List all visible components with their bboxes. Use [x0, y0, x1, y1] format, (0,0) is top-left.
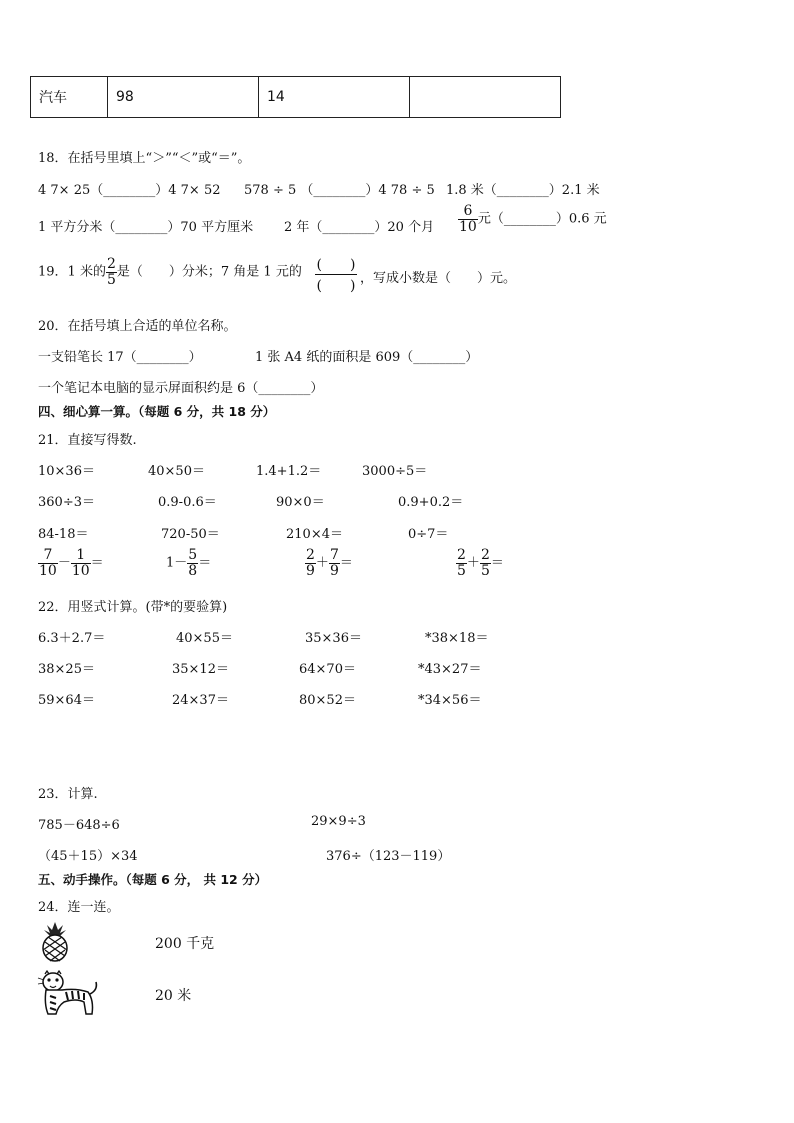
q18-item: 2 年（________）20 个月: [284, 220, 435, 235]
denominator: 10: [39, 562, 57, 579]
q21-item: 0.9-0.6＝: [158, 495, 217, 510]
numerator: 5: [188, 547, 198, 563]
q24-title: 24．连一连。: [38, 900, 120, 915]
fraction: [106, 257, 117, 287]
vehicle-table: [30, 76, 561, 118]
q22-title: 22．用竖式计算。(带*的要验算): [38, 600, 228, 615]
q22-item: 35×36＝: [305, 631, 362, 646]
q21-item: 84-18＝: [38, 527, 89, 542]
match-option: 200 千克: [155, 936, 215, 952]
section-heading: 四、细心算一算。（每题 6 分，共 18 分）: [38, 404, 276, 419]
q21-item: 90×0＝: [276, 495, 325, 510]
denominator: 5: [106, 271, 116, 288]
fraction: [187, 548, 198, 578]
q23-item: （45＋15）×34: [38, 849, 138, 864]
section-heading: 五、动手操作。（每题 6 分， 共 12 分）: [38, 872, 268, 887]
q18-item: 578 ÷ 5 （________）4 78 ÷ 5: [244, 183, 435, 198]
q21-item: 3000÷5＝: [362, 464, 428, 479]
q18-item: 1 平方分米（________）70 平方厘米: [38, 220, 254, 235]
denominator: ( ): [315, 274, 357, 295]
fraction: [305, 548, 316, 578]
denominator: 9: [329, 562, 339, 579]
q21-title: 21．直接写得数.: [38, 433, 137, 448]
q21-fraction-item: [38, 548, 104, 578]
q21-item: 40×50＝: [148, 464, 205, 479]
table-cell: 14: [259, 77, 410, 118]
q21-fraction-item: [166, 548, 211, 578]
q18-item-fraction: [458, 204, 607, 234]
table-row: [31, 77, 561, 118]
q22-item: 40×55＝: [176, 631, 233, 646]
equals: ＝: [90, 555, 104, 571]
fraction: [71, 548, 91, 578]
fraction: [329, 548, 340, 578]
q20-item: 一个笔记本电脑的显示屏面积约是 6（________）: [38, 381, 324, 396]
q22-item: *38×18＝: [425, 631, 489, 646]
q20-title: 20．在括号填上合适的单位名称。: [38, 319, 237, 334]
fraction: [456, 548, 467, 578]
table-cell: 98: [108, 77, 259, 118]
q22-item: 6.3＋2.7＝: [38, 631, 106, 646]
numerator: 7: [329, 547, 339, 563]
numerator: 2: [306, 547, 315, 563]
blank-fraction: [315, 254, 357, 295]
denominator: 10: [459, 218, 477, 235]
q22-item: 24×37＝: [172, 693, 229, 708]
match-option: 20 米: [155, 988, 192, 1004]
fraction: [480, 548, 491, 578]
q23-title: 23．计算.: [38, 787, 98, 802]
operator: 1－: [166, 555, 188, 571]
numerator: 2: [480, 547, 490, 563]
denominator: 9: [306, 562, 315, 579]
operator: ＋: [466, 555, 480, 571]
table-cell: 汽车: [31, 77, 108, 118]
numerator: 2: [457, 547, 466, 563]
pineapple-icon: [38, 920, 72, 962]
q19-text: 是（ ）分米；7 角是 1 元的: [116, 264, 302, 280]
equals: ＝: [339, 555, 353, 571]
q21-item: 360÷3＝: [38, 495, 95, 510]
q19-text: 19．1 米的: [38, 264, 106, 280]
q20-item: 一支铅笔长 17（________）: [38, 350, 202, 365]
q22-item: 35×12＝: [172, 662, 229, 677]
q18-item-rest: 元（________）0.6 元: [477, 211, 607, 227]
operator: －: [57, 555, 71, 571]
operator: ＋: [315, 555, 329, 571]
q21-item: 0÷7＝: [408, 527, 449, 542]
numerator: 2: [106, 256, 116, 272]
numerator: 7: [43, 547, 53, 563]
q19-text: ，写成小数是（ ）元。: [360, 271, 517, 286]
table-cell: [410, 77, 561, 118]
q21-item: 10×36＝: [38, 464, 95, 479]
q23-item: 29×9÷3: [311, 814, 366, 829]
q21-fraction-item: [305, 548, 353, 578]
q18-title: 18．在括号里填上“＞”“＜”或“＝”。: [38, 151, 251, 166]
equals: ＝: [198, 555, 212, 571]
q23-item: 785－648÷6: [38, 818, 120, 833]
q22-item: 80×52＝: [299, 693, 356, 708]
denominator: 10: [71, 562, 90, 579]
q18-item: 1.8 米（________）2.1 米: [446, 183, 600, 198]
q22-item: 38×25＝: [38, 662, 95, 677]
equals: ＝: [490, 555, 504, 571]
q22-item: *43×27＝: [418, 662, 482, 677]
denominator: 8: [188, 562, 198, 579]
q20-item: 1 张 A4 纸的面积是 609（________）: [255, 350, 479, 365]
q19-line: [38, 257, 302, 287]
fraction: [458, 204, 478, 234]
q21-fraction-item: [456, 548, 504, 578]
denominator: 5: [457, 562, 466, 579]
q21-item: 720-50＝: [161, 527, 220, 542]
q21-item: 1.4+1.2＝: [256, 464, 322, 479]
q22-item: *34×56＝: [418, 693, 482, 708]
numerator: ( ): [316, 257, 356, 273]
fraction: [38, 548, 58, 578]
q21-item: 0.9+0.2＝: [398, 495, 464, 510]
numerator: 1: [76, 547, 86, 563]
q21-item: 210×4＝: [286, 527, 343, 542]
q18-item: 4 7× 25（________）4 7× 52: [38, 183, 221, 198]
q23-item: 376÷（123－119）: [326, 849, 451, 864]
tiger-icon: [36, 968, 102, 1018]
q22-item: 59×64＝: [38, 693, 95, 708]
denominator: 5: [480, 562, 490, 579]
numerator: 6: [463, 203, 473, 219]
q22-item: 64×70＝: [299, 662, 356, 677]
